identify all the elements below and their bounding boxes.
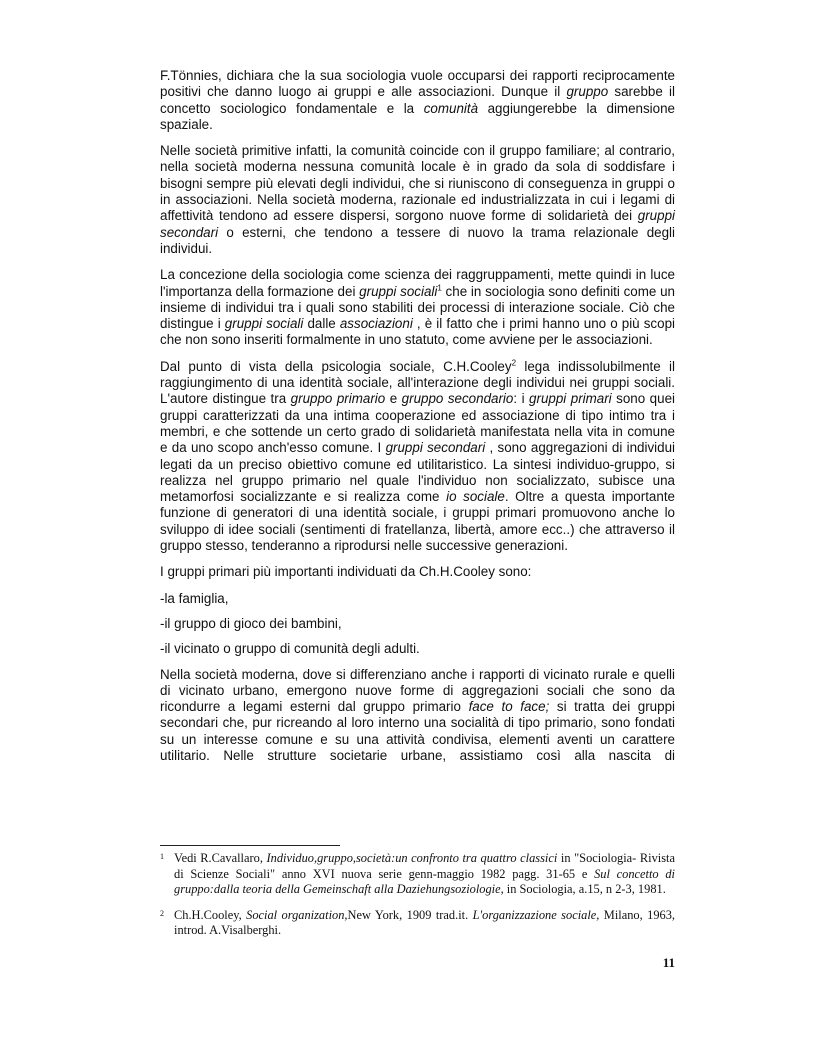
text-run: dalle [303, 316, 340, 332]
text-run: La concezione della sociologia come scienza dei raggruppamenti, mette quindi in luce l'importanza della formazione dei [160, 267, 675, 299]
text-run: Ch.H.Cooley, [174, 907, 247, 922]
italic-text: Individuo,gruppo,società:un confronto tra quattro classici [266, 851, 558, 865]
text-run: Vedi R.Cavallaro, [174, 851, 267, 865]
paragraph [160, 564, 675, 580]
text-run: , è il fatto che i primi hanno uno o più scopi che non sono inseriti formalmente in uno statuto, come avviene per le associazioni. [160, 316, 675, 348]
text-run: Dal punto di vista della psicologia sociale, C.H.Cooley [160, 358, 512, 374]
italic-text: gruppi sociali [359, 283, 438, 299]
footnotes [160, 851, 675, 949]
italic-text: io sociale [446, 489, 505, 505]
text-run: -la famiglia, [160, 590, 229, 606]
text-run: che in sociologia sono definiti come un insieme di individui tra i quali sono stabiliti dei processi di interazione sociale. Ciò che distingue i [160, 283, 675, 332]
italic-text: L'organizzazione sociale, [472, 907, 600, 922]
paragraph [160, 68, 675, 133]
italic-text: gruppo primario [290, 391, 386, 407]
italic-text: comunità [423, 100, 479, 116]
text-run: I gruppi primari più importanti individuati da Ch.H.Cooley sono: [160, 564, 532, 580]
text-run: . Oltre a questa importante funzione di generatori di una identità sociale, i gruppi primari promuovono anche lo sviluppo di idee sociali (sentimenti di fratellanza, libertà, amore ecc..) che attraverso il gruppo stesso, tenderanno a riprodursi nelle successive generazioni. [160, 489, 675, 554]
paragraph [160, 143, 675, 257]
text-run: F.Tönnies, dichiara che la sua sociologia vuole occuparsi dei rapporti reciprocamente positivi che danno luogo ai gruppi e alle associazioni. Dunque il [160, 68, 675, 100]
italic-text: face to face; [468, 699, 550, 715]
text-run: aggiungerebbe la dimensione spaziale. [160, 100, 675, 132]
paragraph [160, 359, 675, 555]
footnote-number: 1 [160, 852, 164, 861]
footnote-text [174, 908, 675, 939]
italic-text: gruppi secondari [385, 440, 486, 456]
italic-text: gruppi sociali [224, 316, 304, 332]
text-run: Milano, 1963, introd. A.Visalberghi. [174, 907, 676, 937]
italic-text: associazioni [339, 316, 413, 332]
text-run: , sono aggregazioni di individui legati da un preciso obiettivo comune ed utilitaristico. La sintesi individuo-gruppo, si realizza nel gruppo primario nel quale l'individuo non socializzato, subisce una metamorfosi socializzante e si realizza come [160, 440, 675, 505]
list-item [160, 591, 675, 607]
page-number: 11 [662, 955, 675, 970]
footnote-number: 2 [160, 908, 164, 918]
text-run: , in Sociologia, a.15, n 2-3, 1981. [500, 882, 666, 896]
footnote [160, 908, 675, 939]
list-item [160, 616, 675, 632]
text-run: sarebbe il concetto sociologico fondamentale e la [160, 84, 675, 116]
footnote-reference: 1 [437, 283, 442, 293]
text-run: o esterni, che tendono a tessere di nuovo la trama relazionale degli individui. [160, 224, 675, 256]
body-text [160, 68, 675, 764]
italic-text: Social organization, [246, 907, 348, 922]
text-run: si tratta dei gruppi secondari che, pur ricreando al loro interno una socialità di tipo primario, sono fondati su un interesse comune e su una attività condivisa, elementi aventi un carattere utilitario. Nelle strutture societarie urbane, assistiamo così alla nascita di [160, 699, 676, 763]
text-run: in "Sociologia- Rivista di Scienze Sociali" anno XVI nuova serie genn-maggio 1982 pagg. 31-65 e [174, 851, 675, 881]
text-run: sono quei gruppi caratterizzati da una intima cooperazione ed associazione di tipo intimo tra i membri, e che sottende un certo grado di solidarietà manifestata nella vita in comune e da uno scopo anch'esso comune. I [160, 391, 676, 456]
italic-text: gruppo secondario [401, 391, 514, 407]
italic-text: Sul concetto di gruppo:dalla teoria della Gemeinschaft alla Daziehungsoziologie [174, 866, 676, 896]
text-run: e [385, 391, 402, 407]
text-run: Nella società moderna, dove si differenziano anche i rapporti di vicinato rurale e quelli di vicinato urbano, emergono nuove forme di aggregazioni sociali che sono da ricondurre a legami esterni dal gruppo primario [160, 666, 675, 715]
text-run: -il gruppo di gioco dei bambini, [160, 615, 342, 631]
footnote-reference: 2 [511, 358, 517, 368]
italic-text: gruppo [566, 84, 609, 100]
paragraph [160, 667, 675, 765]
footnote-text [174, 851, 675, 898]
text-run: -il vicinato o gruppo di comunità degli adulti. [160, 641, 420, 657]
footnote [160, 851, 675, 898]
paragraph [160, 267, 675, 348]
text-run: Nelle società primitive infatti, la comunità coincide con il gruppo familiare; al contrario, nella società moderna nessuna comunità locale è in grado da sola di soddisfare i bisogni sempre più elevati degli individui, che si riuniscono di conseguenza in gruppi o in associazioni. Nella società moderna, razionale ed industrializzata in cui i legami di affettività tendono ad essere dispersi, sorgono nuove forme di solidarietà dei [160, 143, 675, 224]
text-run: : i [513, 391, 530, 407]
text-run: New York, 1909 trad.it. [347, 907, 473, 922]
italic-text: gruppi primari [529, 391, 612, 407]
list-item [160, 641, 675, 657]
text-run: lega indissolubilmente il raggiungimento di una identità sociale, all'interazione degli individui nei gruppi sociali. L'autore distingue tra [160, 358, 676, 407]
italic-text: gruppi secondari [160, 208, 675, 240]
footnote-separator [160, 845, 340, 846]
